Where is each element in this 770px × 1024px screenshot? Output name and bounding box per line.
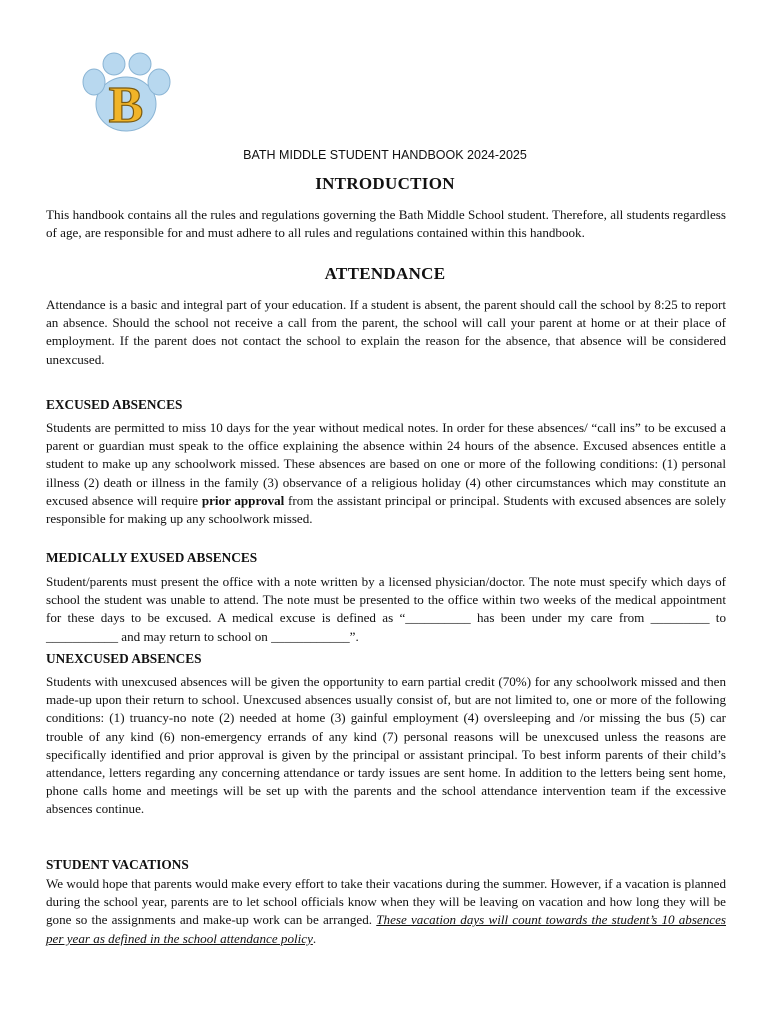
attendance-text: Attendance is a basic and integral part of your education. If a student is absent, the parent should call the school by 8:25 to report an absence. Should the school not receive a call from the parent, the school will call your parent at home or at their place of employment. If the parent does not contact the school to explain the reason for the absence, that absence will be considered unexcused. [46,297,726,367]
paw-print-logo [80,52,172,136]
medically-excused-text: Student/parents must present the office with a note written by a licensed physician/doctor. The note must specify which days of school the student was unable to attend. The note must be presented to the office within two weeks of the medical appointment for these days to be excused. A medical excuse is defined as “__________ has been under my care from _________ to ___________ and may return to school on ____________”. [46,574,726,644]
attendance-title: ATTENDANCE [324,264,446,283]
logo-letter: B [108,77,144,134]
handbook-title: BATH MIDDLE STUDENT HANDBOOK 2024-2025 [243,148,527,162]
student-vacations-heading: STUDENT VACATIONS [46,857,189,872]
student-vacations-text: We would hope that parents would make every effort to take their vacations during the summer. However, if a vacation is planned during the school year, parents are to let school officials know when they will be leaving on vacation and how long they will be gone so the assignments and make-up work can be arranged. These vacation days will count towards the student’s 10 absences per year as defined in the school attendance policy. [46,876,727,946]
unexcused-absences-heading: UNEXCUSED ABSENCES [46,651,202,666]
medically-excused-heading: MEDICALLY EXUSED ABSENCES [46,550,258,565]
introduction-text: This handbook contains all the rules and regulations governing the Bath Middle School student. Therefore, all students regardless of age, are responsible for and must adhere to all rules and regulations contained within this handbook. [46,207,726,241]
excused-absences-heading: EXCUSED ABSENCES [46,397,183,412]
introduction-title: INTRODUCTION [315,174,455,193]
vacation-policy-emphasis: These vacation days will count towards the student’s 10 absences per year as defined in the school attendance policy [46,912,727,946]
excused-absences-text: Students are permitted to miss 10 days for the year without medical notes. In order for these absences/ “call ins” to be excused a parent or guardian must speak to the office explaining the absence within 24 hours of the absence. Excused absences entitle a student to make up any schoolwork missed. These absences are based on one or more of the following conditions: (1) personal illness (2) death or illness in the family (3) observance of a religious holiday (4) other circumstances which may constitute an excused absence will require prior approval from the assistant principal or principal. Students with excused absences are solely responsible for making up any schoolwork missed. [46,420,726,527]
unexcused-absences-text: Students with unexcused absences will be given the opportunity to earn partial credit (70%) for any schoolwork missed and then made-up upon their return to school. Unexcused absences usually consist of, but are not limited to, one or more of the following conditions: (1) truancy-no note (2) needed at home (3) gainful employment (4) oversleeping and /or missing the bus (5) car trouble of any kind (6) non-emergency errands of any kind (7) personal reasons will be unexcused unless the reasons are specifically identified and prior approval is given by the principal or assistant principal. To best inform parents of their child’s attendance, letters regarding any concerning attendance or tardy issues are sent home. In addition to the letters being sent home, phone calls home and meetings will be set up with the parents and the school attendance intervention team if the excessive absences continue. [46,674,726,817]
